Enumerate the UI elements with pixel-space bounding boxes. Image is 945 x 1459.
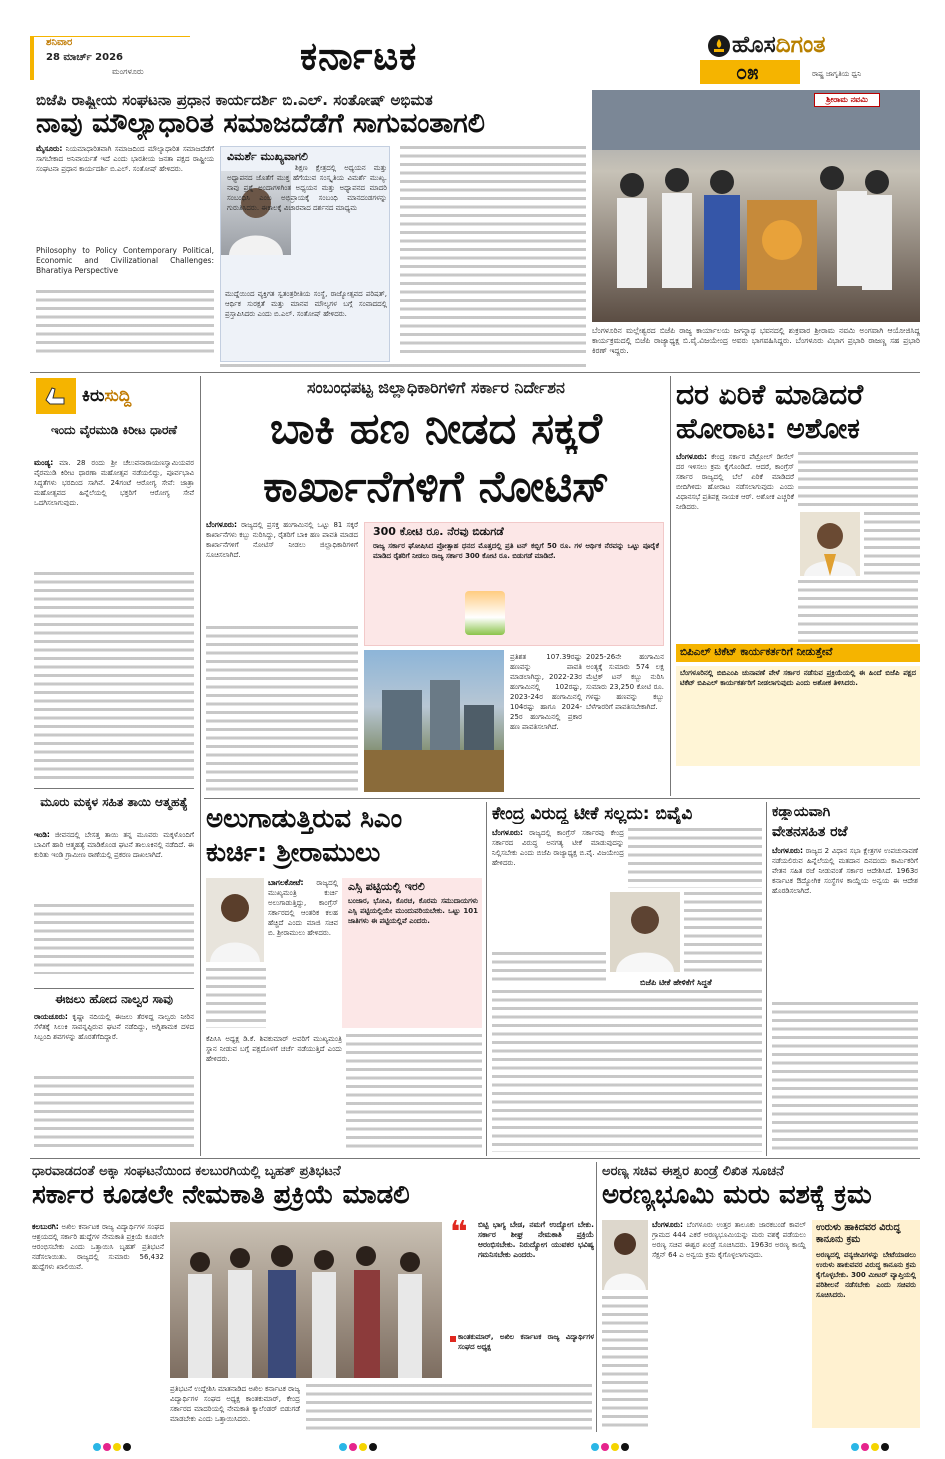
brand-name (732, 32, 825, 58)
lead-col1-body (36, 290, 214, 358)
sriramulu-text (268, 878, 338, 1028)
dharwad-right-rule (596, 1162, 597, 1432)
bpl-box-title: ಬಿಪಿಎಲ್ ಟಿಕೆಟ್ ಕಾರ್ಯಕರ್ತರಿಗೆ ನೀಡುತ್ತೇವೆ (676, 644, 920, 662)
dharwad-kicker: ಧಾರವಾಡದಂತೆ ಅಕ್ಕಾ ಸಂಘಟನೆಯಿಂದ ಕಲಬುರಗಿಯಲ್ಲಿ ಬೃಹತ್ ಪ್ರತಿಭಟನೆ (32, 1164, 341, 1179)
holiday-headline-2: ವೇತನಸಹಿತ ರಜೆ (772, 824, 848, 840)
sriramulu-headline-2: ಕುರ್ಚಿ: ಶ್ರೀರಾಮುಲು (206, 838, 381, 868)
forest-dateline: ಬೆಂಗಳೂರು: (652, 1220, 684, 1229)
reg-dot-icon (93, 1443, 101, 1451)
ashoka-text (676, 452, 794, 642)
brief-dateline: ಮಂಡ್ಯ: (34, 458, 54, 467)
bvv-filler-4 (492, 990, 762, 1152)
rama-navami-photo (592, 90, 920, 322)
holiday-dateline: ಬೆಂಗಳೂರು: (772, 846, 804, 855)
ashoka-filler (798, 452, 918, 508)
sc-box (342, 878, 482, 1028)
vijayendra-portrait (610, 892, 680, 972)
page-number-box (700, 60, 800, 84)
sriramulu-filler (206, 968, 266, 1028)
sriramulu-text-b: ಕೆಪಿಸಿಸಿ ಅಧ್ಯಕ್ಷ ಡಿ.ಕೆ. ಶಿವಕುಮಾರ್ ಅವರಿಗೆ ಮುಖ್ಯಮಂತ್ರಿ ಸ್ಥಾನ ನೀಡುವ ಬಗ್ಗೆ ಪಕ್ಷದೊಳಗೆ ಚರ್ಚೆ ನಡೆಯುತ್ತಿದೆ ಎಂದು ಹೇಳಿದರು. (206, 1035, 342, 1063)
briefs (30, 376, 198, 1156)
day-label: ಶನಿವಾರ (46, 37, 73, 48)
lead-bottom-line (220, 364, 586, 372)
holiday-headline-1: ಕಡ್ಡಾಯವಾಗಿ (772, 804, 831, 820)
forest-story (600, 1162, 920, 1432)
reg-dot-icon (113, 1443, 121, 1451)
forest-text (652, 1220, 806, 1428)
reg-dot-icon (861, 1443, 869, 1451)
bvv-subhead: ಬಿಜೆಪಿ ಟೀಕೆ ಹೇಳಿಕೆಗೆ ಸಿದ್ಧತೆ (640, 978, 712, 987)
bvv-story (490, 802, 764, 1156)
sugar-box (364, 522, 664, 646)
brand-part1: ಹೊಸ (732, 32, 776, 58)
masthead-top-rule (30, 36, 190, 37)
sugar-headline-2: ಕಾರ್ಖಾನೆಗಳಿಗೆ ನೋಟಿಸ್ (263, 462, 609, 512)
emblem-icon (465, 591, 505, 635)
dharwad-text (32, 1222, 164, 1428)
photo-tag: ಶ್ರೀರಾಮ ನವಮಿ (814, 93, 880, 107)
ashoka-story (674, 376, 920, 796)
reg-dot-icon (103, 1443, 111, 1451)
row3-bottom-rule (30, 1158, 920, 1159)
sugar-col1-filler (206, 626, 358, 791)
brand-block (700, 32, 920, 86)
lead-box (220, 146, 390, 362)
bvv-right-rule (766, 802, 767, 1156)
brief-3 (34, 992, 194, 1152)
lead-col1 (36, 144, 214, 359)
reg-mark-group (590, 1436, 630, 1455)
brief-2 (34, 794, 194, 984)
page-number: ೦೫ (736, 60, 759, 84)
reg-dot-icon (601, 1443, 609, 1451)
portrait-icon (206, 878, 264, 962)
briefs-label-a: ಕಿರು (82, 386, 105, 406)
bvv-body: ರಾಜ್ಯದಲ್ಲಿ ಕಾಂಗ್ರೆಸ್ ಸರ್ಕಾರವು ಕೇಂದ್ರ ಸರ್ಕಾರದ ವಿರುದ್ಧ ಅನಗತ್ಯ ಟೀಕೆ ಮಾಡುವುದನ್ನು ನಿಲ್ಲಿಸಬೇಕು ಎಂದು ಬಿಜೆಪಿ ರಾಜ್ಯಾಧ್ಯಕ್ಷ ಬಿ.ವೈ. ವಿಜಯೇಂದ್ರ ಹೇಳಿದರು. (492, 829, 624, 867)
masthead (0, 0, 945, 88)
lead-intro-text: ನಿಯಮಾಧಾರಿತವಾಗಿ ಸಮಾಜದಿಂದ ಮೌಲ್ಯಾಧಾರಿತ ಸಮಾಜದೆಡೆಗೆ ಸಾಗಬೇಕಾದ ಅನಿವಾರ್ಯತೆ ಇದೆ ಎಂದು ಭಾರತೀಯ ಜನತಾ ಪಕ್ಷದ ರಾಷ್ಟ್ರೀಯ ಸಂಘಟನಾ ಪ್ರಧಾನ ಕಾರ್ಯದರ್ಶಿ ಬಿ.ಎಲ್. ಸಂತೋಷ್ ಹೇಳಿದರು. (36, 145, 214, 173)
sugar-col3-text: 2025-26ನೇ ಹಂಗಾಮಿನ ಅಂತ್ಯಕ್ಕೆ ಸುಮಾರು 574 ಲಕ್ಷ ಮೆಟ್ರಿಕ್ ಟನ್ ಕಬ್ಬು ನುರಿಸಿ ಸುಮಾರು 23,250 ಕೋಟಿ ರೂ. ಗಳಷ್ಟು ಹಣವನ್ನು ಕಬ್ಬು ಬೆಳೆಗಾರರಿಗೆ ಪಾವತಿಸಬೇಕಾಗಿದೆ. (586, 653, 664, 711)
forest-kicker: ಅರಣ್ಯ ಸಚಿವ ಈಶ್ವರ ಖಂಡ್ರೆ ಲಿಖಿತ ಸೂಚನೆ (602, 1164, 784, 1179)
bvv-filler (628, 828, 762, 888)
bvv-filler-2 (684, 892, 762, 972)
sugar-headline-1: ಬಾಕಿ ಹಣ ನೀಡದ ಸಕ್ಕರೆ (269, 404, 603, 454)
sc-box-title: ಎಸ್ಸಿ ಪಟ್ಟಿಯಲ್ಲಿ ಇರಲಿ (348, 880, 425, 893)
dharwad-filler (306, 1384, 592, 1430)
quote-bullet-icon (450, 1336, 456, 1342)
dharwad-headline: ಸರ್ಕಾರ ಕೂಡಲೇ ನೇಮಕಾತಿ ಪ್ರಕ್ರಿಯೆ ಮಾಡಲಿ (32, 1180, 410, 1210)
date-label: 28 ಮಾರ್ಚ್ 2026 (46, 52, 124, 63)
bpl-box-text: ಬೆಂಗಳೂರಿನಲ್ಲಿ ಬಿಬಿಎಂಪಿ ಚುನಾವಣೆ ವೇಳೆ ಸರ್ಕಾರ ನಡೆಸುವ ಪ್ರಕ್ರಿಯೆಯಲ್ಲಿ ಈ ಹಿಂದೆ ಬಿಜೆಪಿ ಪಕ್ಷದ ಟಿಕೆಟ್ ಬಿಪಿಎಲ್ ಕಾರ್ಯಕರ್ತರಿಗೆ ನೀಡಲಾಗುವುದು ಎಂದು ಅಶೋಕ ತಿಳಿಸಿದರು. (676, 666, 920, 766)
photo-story (592, 88, 922, 368)
briefs-label-text (82, 386, 131, 406)
ashoka-body: ಕೇಂದ್ರ ಸರ್ಕಾರ ಪೆಟ್ರೋಲ್ ಡೀಸೆಲ್ ದರ ಇಳಿಸಲು ಕ್ರಮ ಕೈಗೊಂಡಿದೆ. ಆದರೆ, ಕಾಂಗ್ರೆಸ್ ಸರ್ಕಾರ ರಾಜ್ಯದಲ್ಲಿ ಬೆಲೆ ಏರಿಕೆ ಮಾಡಿದರೆ ಬೀದಿಗಿಳಿದು ಹೋರಾಟ ನಡೆಸಲಾಗುವುದು ಎಂದು ವಿಧಾನಸಭೆ ಪ್ರತಿಪಕ್ಷ ನಾಯಕ ಆರ್. ಅಶೋಕ ಎಚ್ಚರಿಕೆ ನೀಡಿದರು. (676, 453, 794, 511)
sriramulu-dateline: ಬಾಗಲಕೋಟೆ: (268, 878, 304, 887)
brief-body: ಮಾ. 28 ರಂದು ಶ್ರೀ ಚೆಲುವನಾರಾಯಣಸ್ವಾಮಿಯವರ ವೈರಮುಡಿ ಕಿರೀಟ ಧಾರಣಾ ಮಹೋತ್ಸವ ನಡೆಯಲಿದ್ದು, ಪೂರ್ವಭಾವಿ ಸಿದ್ಧತೆಗಳು ಭರದಿಂದ ಸಾಗಿವೆ. 24ಗಂಟೆ ಆರೋಗ್ಯ ಸೇವೆ: ಜಾತ್ರಾ ಮಹೋತ್ಸವದ ಹಿನ್ನೆಲೆಯಲ್ಲಿ ಭಕ್ತರಿಗೆ ಆರೋಗ್ಯ ಸೇವೆ ಒದಗಿಸಲಾಗುವುದು. (34, 459, 194, 507)
brief-dateline: ಇಂಡಿ: (34, 830, 50, 839)
quote-icon: ❝ (450, 1215, 468, 1250)
dharwad-dateline: ಕಲಬುರಗಿ: (32, 1222, 59, 1231)
sugar-kicker: ಸಂಬಂಧಪಟ್ಟ ಜಿಲ್ಲಾಧಿಕಾರಿಗಳಿಗೆ ಸರ್ಕಾರ ನಿರ್ದೇಶನ (307, 378, 565, 397)
bvv-headline: ಕೇಂದ್ರ ವಿರುದ್ಧ ಟೀಕೆ ಸಲ್ಲದು: ಬಿವೈವಿ (492, 804, 693, 824)
reg-dot-icon (851, 1443, 859, 1451)
reg-dot-icon (621, 1443, 629, 1451)
reg-mark-group (338, 1436, 378, 1455)
brief-title: ಈಜಲು ಹೋದ ನಾಲ್ವರ ಸಾವು (55, 992, 173, 1006)
crowd-illustration (592, 90, 920, 322)
reg-mark-group (850, 1436, 890, 1455)
lead-story (0, 88, 590, 368)
forest-body: ಬೆಂಗಳೂರು ಉತ್ತರ ತಾಲೂಕು ಜಾರಕಬಂಡೆ ಕಾವಲ್ ಗ್ರಾಮದ 444 ಎಕರೆ ಅರಣ್ಯಭೂಮಿಯನ್ನು ಮರು ವಶಕ್ಕೆ ಪಡೆಯಲು ಅರಣ್ಯ ಸಚಿವ ಈಶ್ವರ ಖಂಡ್ರೆ ಸೂಚಿಸಿದರು. 1963ರ ಅರಣ್ಯ ಕಾಯ್ದೆ ಸೆಕ್ಷನ್ 64 ಎ ಅನ್ವಯ ಕ್ರಮ ಕೈಗೊಳ್ಳಲಾಗುವುದು. (652, 1221, 806, 1259)
bpl-box (676, 644, 920, 794)
brief-filler (34, 1076, 194, 1148)
lead-box-caption: ಮುದ್ದೆಯಿಂದ ವ್ಯಕ್ತಿಗತ ಸ್ವತಂತ್ರರೀತಿಯ ಸಂಸ್ಥೆ, ರಾಜ್ಯೋತ್ಸವದ ಪರಿಷತ್, ಆರ್ಥಿಕ ಸುರಕ್ಷತೆ ಮತ್ತು ಮಾನವ ಮೌಲ್ಯಗಳ ಬಗ್ಗೆ ಸಂವಾದದಲ್ಲಿ ಪ್ರಸ್ತಾಪಿಸಿದರು ಎಂದು ಬಿ.ಎಲ್. ಸಂತೋಷ್ ಹೇಳಿದರು. (225, 290, 387, 318)
bvv-text (492, 828, 624, 948)
reg-dot-icon (591, 1443, 599, 1451)
forest-filler (602, 1296, 648, 1428)
reg-dot-icon (349, 1443, 357, 1451)
sugar-story (204, 376, 668, 796)
sugar-box-text: ರಾಜ್ಯ ಸರ್ಕಾರ ಘೋಷಿಸಿದ ಪ್ರೋತ್ಸಾಹ ಧನದ ಮೊತ್ತದಲ್ಲಿ ಪ್ರತಿ ಟನ್ ಕಬ್ಬಿಗೆ 50 ರೂ. ಗಳ ಆರ್ಥಿಕ ನೆರವನ್ನು ಒಟ್ಟು ಪೂರೈಕೆ ಮಾಡಿದ ರೈತರಿಗೆ ನೀಡಲು ರಾಜ್ಯ ಸರ್ಕಾರ 300 ಕೋಟಿ ರೂ. ಬಿಡುಗಡೆ ಮಾಡಿದೆ. (373, 542, 659, 560)
bvv-filler-3 (492, 952, 606, 982)
sugar-col1-text (206, 520, 358, 620)
brief-body: ಜೀವನದಲ್ಲಿ ಬೇಸತ್ತ ತಾಯಿ ತನ್ನ ಮೂವರು ಮಕ್ಕಳೊಂದಿಗೆ ಬಾವಿಗೆ ಹಾರಿ ಆತ್ಮಹತ್ಯೆ ಮಾಡಿಕೊಂಡ ಘಟನೆ ತಾಲೂಕಿನಲ್ಲಿ ನಡೆದಿದೆ. ಈ ಕುರಿತು ಇಂಡಿ ಗ್ರಾಮೀಣ ಠಾಣೆಯಲ್ಲಿ ಪ್ರಕರಣ ದಾಖಲಾಗಿದೆ. (34, 831, 194, 859)
forest-headline: ಅರಣ್ಯಭೂಮಿ ಮರು ವಶಕ್ಕೆ ಕ್ರಮ (602, 1180, 872, 1210)
sriramulu-story (204, 802, 484, 1156)
portrait-icon (610, 892, 680, 972)
sugar-right-rule (670, 376, 671, 796)
sugar-col2-text: ಪ್ರತಿಶತ 107.39ರಷ್ಟು ಹಣವನ್ನು ಪಾವತಿ ಮಾಡಲಾಗಿದ್ದು, 2022-23ರ ಹಂಗಾಮಿನಲ್ಲಿ 102ರಷ್ಟು, 2023-24ರ ಹಂಗಾಮಿನಲ್ಲಿ 104ರಷ್ಟು ಹಾಗೂ 2024-25ರ ಹಂಗಾಮಿನಲ್ಲಿ ಪ್ರಕಾರ ಹಣ ಪಾವತಿಸಲಾಗಿದೆ. (510, 653, 582, 731)
ashoka-headline-1: ದರ ಏರಿಕೆ ಮಾಡಿದರೆ (676, 378, 864, 411)
sugar-factory-photo (364, 650, 504, 792)
lead-headline: ನಾವು ಮೌಲ್ಯಾಧಾರಿತ ಸಮಾಜದೆಡೆಗೆ ಸಾಗುವಂತಾಗಲಿ (36, 108, 485, 139)
portrait-icon (800, 512, 860, 576)
sriramulu-filler-2 (346, 1034, 482, 1152)
lead-box-title: ವಿಮರ್ಶೆ ಮುಖ್ಯವಾಗಲಿ (227, 150, 308, 163)
brief-filler (34, 572, 194, 782)
bvv-dateline: ಬೆಂಗಳೂರು: (492, 828, 524, 837)
lamp-icon (708, 35, 730, 57)
lead-kicker: ಬಿಜೆಪಿ ರಾಷ್ಟ್ರೀಯ ಸಂಘಟನಾ ಪ್ರಧಾನ ಕಾರ್ಯದರ್ಶಿ ಬಿ.ಎಲ್. ಸಂತೋಷ್ ಅಭಿಮತ (36, 91, 433, 109)
brief-text (34, 1012, 194, 1072)
lead-box-text: ಶಿಕ್ಷಣ ಕ್ಷೇತ್ರದಲ್ಲಿ ಅಧ್ಯಯನ ಮತ್ತು ಅಧ್ಯಾಪನದ ಜೊತೆಗೆ ಮುಕ್ತ ಹೆಗೆಯುವ ಸಂಸ್ಕೃತಿಯ ವಿಮರ್ಶೆ ಮುಖ್ಯ. ನಾವು ಪ್ರಶ್ನೆ ಅಂದಾಗಳಿಗಿಂತ ಅಧ್ಯಯನ ಮತ್ತು ಅಧ್ಯಾಪನದ ಮಾದರಿ ಸಂಬಂಧಿಸಿ ಎಂಬ ಅಭಿಪ್ರಾಯಕ್ಕೆ ಸಂಬಂಧಿ ಮಾನದಂಡಗಳನ್ನು ಗುರುತಿಸಿದರು. ಈಕಾಲಕ್ಕೆ ವಿಚಾರವಾದ ದರ್ಶನದ ಮಾಧ್ಯಮ (227, 164, 387, 212)
registration-marks (0, 1436, 945, 1450)
dharwad-text-b: ಪ್ರತಿಭಟನೆ ಉದ್ದೇಶಿಸಿ ಮಾತನಾಡಿದ ಅಖಿಲ ಕರ್ನಾಟಕ ರಾಜ್ಯ ವಿದ್ಯಾರ್ಥಿಗಳ ಸಂಘದ ಅಧ್ಯಕ್ಷ ಕಾಂತಕುಮಾರ್, ಕೇಂದ್ರ ಸರ್ಕಾರದ ಮಾದರಿಯಲ್ಲಿ ನೇಮಕಾತಿ ಕ್ಯಾಲೆಂಡರ್ ಬಿಡುಗಡೆ ಮಾಡಬೇಕು ಎಂದು ಒತ್ತಾಯಿಸಿದರು. (170, 1385, 300, 1423)
masthead-left-rule (30, 36, 34, 80)
section-title: ಕರ್ನಾಟಕ (300, 34, 418, 78)
tagline: ರಾಷ್ಟ್ರ ಜಾಗೃತಿಯ ಧ್ವನಿ (812, 70, 862, 78)
factory-illustration (364, 650, 504, 792)
brief-body: ಕೃಷ್ಣಾ ನದಿಯಲ್ಲಿ ಈಜಲು ತೆರಳಿದ್ದ ನಾಲ್ವರು ನೀರಿನ ಸೆಳೆತಕ್ಕೆ ಸಿಲುಕಿ ಸಾವನ್ನಪ್ಪಿರುವ ಘಟನೆ ನಡೆದಿದ್ದು, ಅಗ್ನಿಶಾಮಕ ದಳದ ಸಿಬ್ಬಂದಿ ಶವಗಳನ್ನು ಹೊರತೆಗೆದಿದ್ದಾರೆ. (34, 1013, 194, 1041)
sugar-dateline: ಬೆಂಗಳೂರು: (206, 520, 238, 529)
brief-1 (34, 422, 194, 782)
snare-box-title: ಉರುಳು ಹಾಕಿದವರ ವಿರುದ್ಧ ಕಾನೂನು ಕ್ರಮ (816, 1222, 901, 1245)
protest-photo (170, 1222, 442, 1378)
ashoka-filler-2 (864, 512, 920, 576)
sugar-box-title: 300 ಕೋಟಿ ರೂ. ನೆರವು ಬಿಡುಗಡೆ (373, 525, 504, 538)
briefs-right-rule (200, 376, 201, 1156)
reg-dot-icon (359, 1443, 367, 1451)
sriramulu-headline-1: ಅಲುಗಾಡುತ್ತಿರುವ ಸಿಎಂ (206, 804, 403, 834)
brief-divider (34, 988, 194, 989)
quote-box (448, 1215, 594, 1378)
holiday-text (772, 846, 918, 996)
protest-illustration (170, 1222, 442, 1378)
snare-box (812, 1220, 920, 1428)
holiday-story (770, 802, 920, 1156)
briefs-label-b: ಸುದ್ದಿ (104, 386, 132, 406)
sriramulu-portrait (206, 878, 264, 962)
row2-bottom-rule (204, 798, 920, 799)
khandre-portrait (602, 1220, 648, 1290)
brief-title: ಮೂರು ಮಕ್ಕಳ ಸಹಿತ ತಾಯಿ ಆತ್ಮಹತ್ಯೆ (40, 795, 188, 809)
brief-title: ಇಂದು ವೈರಮುಡಿ ಕಿರೀಟ ಧಾರಣೆ (50, 423, 178, 437)
ashoka-dateline: ಬೆಂಗಳೂರು: (676, 452, 708, 461)
sriramulu-right-rule (486, 802, 487, 1156)
ashoka-headline-2: ಹೋರಾಟ: ಅಶೋಕ (676, 412, 860, 445)
dharwad-body: ಅಖಿಲ ಕರ್ನಾಟಕ ರಾಜ್ಯ ವಿದ್ಯಾರ್ಥಿಗಳ ಸಂಘದ ಆಶ್ರಯದಲ್ಲಿ ಸರ್ಕಾರಿ ಹುದ್ದೆಗಳ ನೇಮಕಾತಿ ಪ್ರಕ್ರಿಯೆ ಕೂಡಲೇ ಆರಂಭಿಸಬೇಕು ಎಂದು ಒತ್ತಾಯಿಸಿ ಬೃಹತ್ ಪ್ರತಿಭಟನೆ ನಡೆಸಲಾಯಿತು. ರಾಜ್ಯದಲ್ಲಿ ಸುಮಾರು 56,432 ಹುದ್ದೆಗಳು ಖಾಲಿಯಿವೆ. (32, 1223, 164, 1271)
quote-text: ಬಿಟ್ಟಿ ಭಾಗ್ಯ ಬೇಡ, ನಮಗೆ ಉದ್ಯೋಗ ಬೇಕು. ಸರ್ಕಾರ ಶೀಘ್ರ ನೇಮಕಾತಿ ಪ್ರಕ್ರಿಯೆ ಆರಂಭಿಸಬೇಕು. ನಿರುದ್ಯೋಗ ಯುವಕರ ಭವಿಷ್ಯ ಗಮನಿಸಬೇಕು ಎಂದರು. (478, 1220, 594, 1259)
brief-filler (34, 904, 194, 974)
reg-mark-group (92, 1436, 132, 1455)
briefs-label (36, 378, 192, 416)
quote-by: ಕಾಂತಕುಮಾರ್, ಅಖಿಲ ಕರ್ನಾಟಕ ರಾಜ್ಯ ವಿದ್ಯಾರ್ಥಿಗಳ ಸಂಘದ ಅಧ್ಯಕ್ಷ (458, 1333, 594, 1351)
sc-box-text: ಬಂಜಾರ, ಭೋವಿ, ಕೊರಚ, ಕೊರಮ ಸಮುದಾಯಗಳು ಎಸ್ಸಿ ಪಟ್ಟಿಯಲ್ಲಿಯೇ ಮುಂದುವರಿಯಬೇಕು. ಒಟ್ಟು 101 ಜಾತಿಗಳು ಈ ಪಟ್ಟಿಯಲ್ಲಿವೆ ಎಂದರು. (348, 897, 478, 925)
ashoka-portrait (800, 512, 860, 576)
reg-dot-icon (123, 1443, 131, 1451)
dharwad-story (30, 1162, 595, 1432)
snare-box-text: ಅರಣ್ಯದಲ್ಲಿ ವನ್ಯಜೀವಿಗಳನ್ನು ಬೇಟೆಯಾಡಲು ಉರುಳು ಹಾಕುವವರ ವಿರುದ್ಧ ಕಾನೂನು ಕ್ರಮ ಕೈಗೊಳ್ಳಬೇಕು. 300 ಮೀಟರ್ ವ್ಯಾಪ್ತಿಯಲ್ಲಿ ಪರಿಶೀಲನೆ ನಡೆಸಬೇಕು ಎಂದು ಸಚಿವರು ಸೂಚಿಸಿದರು. (816, 1251, 916, 1299)
portrait-icon (602, 1220, 648, 1290)
reg-dot-icon (339, 1443, 347, 1451)
row1-bottom-rule (30, 372, 920, 373)
lead-dateline: ಮೈಸೂರು: (36, 144, 63, 153)
holiday-filler (772, 1002, 918, 1152)
reg-dot-icon (881, 1443, 889, 1451)
brief-dateline: ರಾಯಚೂರು: (34, 1012, 68, 1021)
sugar-col1-body: ರಾಜ್ಯದಲ್ಲಿ ಪ್ರಸಕ್ತ ಹಂಗಾಮಿನಲ್ಲಿ ಒಟ್ಟು 81 ಸಕ್ಕರೆ ಕಾರ್ಖಾನೆಗಳು ಕಬ್ಬು ನುರಿಸಿದ್ದು, ರೈತರಿಗೆ ಬಾಕಿ ಹಣ ಪಾವತಿ ಮಾಡದ ಕಾರ್ಖಾನೆಗಳಿಗೆ ನೋಟಿಸ್ ನೀಡಲು ಜಿಲ್ಲಾಧಿಕಾರಿಗಳಿಗೆ ಸೂಚಿಸಲಾಗಿದೆ. (206, 521, 358, 559)
lead-col3-body (400, 146, 586, 356)
city-label: ಮಂಗಳೂರು (112, 67, 144, 76)
reg-dot-icon (871, 1443, 879, 1451)
brief-divider (34, 788, 194, 789)
hand-icon (36, 378, 76, 414)
brief-text (34, 830, 194, 900)
brand-part2: ದಿಗಂತ (775, 32, 826, 58)
sriramulu-body: ರಾಜ್ಯದಲ್ಲಿ ಮುಖ್ಯಮಂತ್ರಿ ಕುರ್ಚಿ ಅಲುಗಾಡುತ್ತಿದ್ದು, ಕಾಂಗ್ರೆಸ್ ಸರ್ಕಾರದಲ್ಲಿ ಆಂತರಿಕ ಕಲಹ ಹೆಚ್ಚಿದೆ ಎಂದು ಮಾಜಿ ಸಚಿವ ಬಿ. ಶ್ರೀರಾಮುಲು ಹೇಳಿದರು. (268, 879, 338, 937)
holiday-body: ರಾಜ್ಯದ 2 ವಿಧಾನ ಸಭಾ ಕ್ಷೇತ್ರಗಳ ಉಪಚುನಾವಣೆ ನಡೆಯಲಿರುವ ಹಿನ್ನೆಲೆಯಲ್ಲಿ ಮತದಾನ ದಿನದಂದು ಕಾರ್ಮಿಕರಿಗೆ ವೇತನ ಸಹಿತ ರಜೆ ನೀಡುವಂತೆ ಸರ್ಕಾರ ಆದೇಶಿಸಿದೆ. 1963ರ ಕರ್ನಾಟಕ ಔದ್ಯೋಗಿಕ ಸಂಸ್ಥೆಗಳ ಕಾಯ್ದೆಯ ಅನ್ವಯ ಈ ಆದೇಶ ಹೊರಡಿಸಲಾಗಿದೆ. (772, 847, 918, 895)
reg-dot-icon (611, 1443, 619, 1451)
ashoka-filler-3 (798, 580, 918, 642)
photo-caption: ಬೆಂಗಳೂರಿನ ಮಲ್ಲೇಶ್ವರದ ಬಿಜೆಪಿ ರಾಜ್ಯ ಕಾರ್ಯಾಲಯ ಜಗನ್ನಾಥ ಭವನದಲ್ಲಿ ಶುಕ್ರವಾರ ಶ್ರೀರಾಮ ನವಮಿ ಅಂಗವಾಗಿ ಆಯೋಜಿಸಿದ್ದ ಕಾರ್ಯಕ್ರಮದಲ್ಲಿ ಬಿಜೆಪಿ ರಾಜ್ಯಾಧ್ಯಕ್ಷ ಬಿ.ವೈ.ವಿಜಯೇಂದ್ರ ಅವರು ಭಾಗವಹಿಸಿದ್ದರು. ಬೆಂಗಳೂರು ವಿಭಾಗ ಪ್ರಭಾರಿ ರಾಜಣ್ಣ ಸಹ ಪ್ರಭಾರಿ ಕಿರಣ್ ಇದ್ದರು. (592, 326, 920, 355)
reg-dot-icon (369, 1443, 377, 1451)
brief-text (34, 458, 194, 568)
lead-intro (36, 144, 214, 246)
lead-english-phrase: Philosophy to Policy Contemporary Political, Economic and Civilizational Challenges: Bharatiya Perspective (36, 246, 214, 275)
